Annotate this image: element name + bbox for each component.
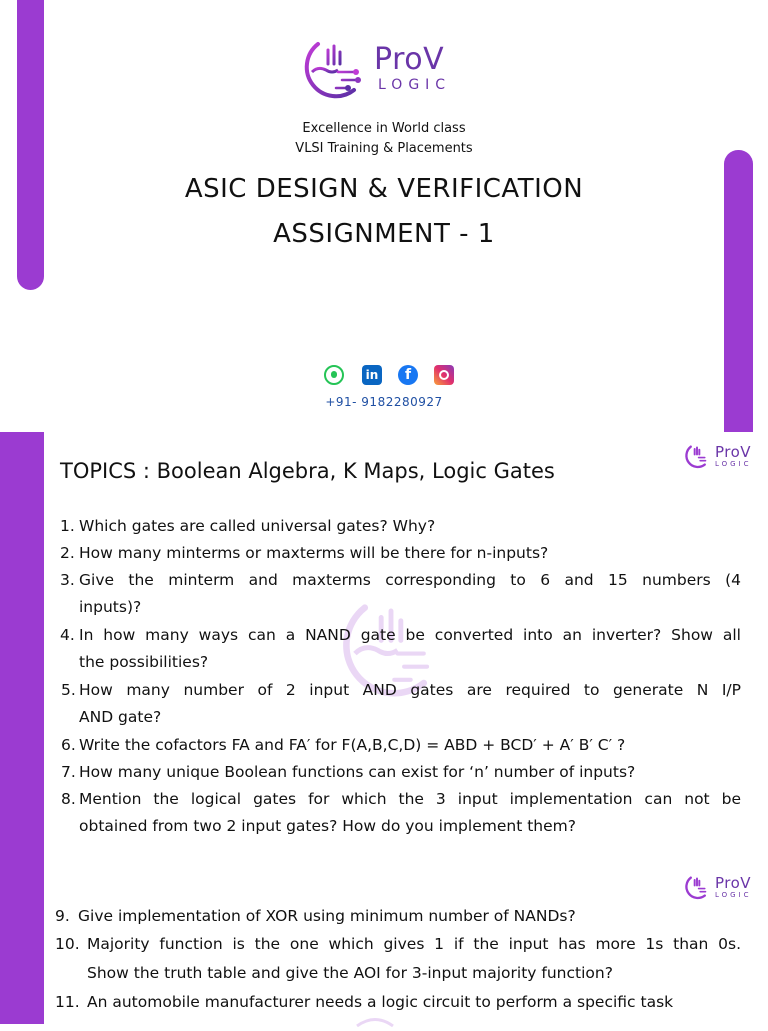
question-number: 6.	[61, 736, 76, 754]
brand-logo	[298, 32, 451, 104]
question-number: 3.	[60, 571, 75, 589]
question-text: inputs)?	[79, 598, 142, 616]
whatsapp-icon[interactable]	[324, 365, 344, 385]
question-text: Mention the logical gates for which the 3 input implementation can not be	[79, 790, 741, 808]
circuit-brain-icon	[683, 873, 711, 901]
question-number: 9.	[55, 907, 70, 925]
question-text: obtained from two 2 input gates? How do you implement them?	[79, 817, 576, 835]
question-text: Give the minterm and maxterms corresponding to 6 and 15 numbers (4	[79, 571, 741, 589]
circuit-brain-icon	[683, 442, 711, 470]
question-number: 1.	[60, 517, 75, 535]
phone-number: +91- 9182280927	[325, 395, 443, 409]
question-text: Give implementation of XOR using minimum number of NANDs?	[78, 907, 576, 925]
question-text: An automobile manufacturer needs a logic circuit to perform a specific task	[87, 993, 674, 1011]
question-number: 8.	[61, 790, 76, 808]
brand-name: ProV	[715, 873, 752, 892]
facebook-icon[interactable]: f	[398, 365, 418, 385]
question-text: AND gate?	[79, 708, 162, 726]
tagline-line-1: Excellence in World class	[302, 121, 466, 136]
question-text: the possibilities?	[79, 653, 209, 671]
header-logo	[683, 873, 752, 901]
instagram-icon[interactable]	[434, 365, 454, 385]
question-number: 2.	[60, 544, 75, 562]
question-text: How many number of 2 input AND gates are required to generate N I/P	[79, 681, 741, 699]
content-accent-bar	[0, 432, 44, 1024]
brand-subtitle: LOGIC	[715, 890, 752, 899]
circuit-brain-icon	[298, 32, 370, 104]
tagline-line-2: VLSI Training & Placements	[295, 141, 473, 156]
question-number: 4.	[60, 626, 75, 644]
question-number: 11.	[55, 993, 80, 1011]
brand-subtitle: LOGIC	[715, 459, 752, 468]
question-number: 5.	[61, 681, 76, 699]
brand-name: ProV	[715, 442, 752, 461]
question-text: How many minterms or maxterms will be there for n-inputs?	[79, 544, 549, 562]
header-logo	[683, 442, 752, 470]
brand-name: ProV	[374, 41, 445, 77]
question-text: In how many ways can a NAND gate be converted into an inverter? Show all	[79, 626, 741, 644]
cover-page	[0, 0, 768, 432]
question-text: Which gates are called universal gates? Why?	[79, 517, 436, 535]
question-text: How many unique Boolean functions can exist for ‘n’ number of inputs?	[79, 763, 636, 781]
question-text: Majority function is the one which gives 1 if the input has more 1s than 0s.	[87, 935, 741, 953]
document-title-line-2: ASSIGNMENT - 1	[273, 219, 495, 249]
document-title-line-1: ASIC DESIGN & VERIFICATION	[184, 174, 584, 204]
question-number: 7.	[61, 763, 76, 781]
question-number: 10.	[55, 935, 80, 953]
question-text: Write the cofactors FA and FA′ for F(A,B,C,D) = ABD + BCD′ + A′ B′ C′ ?	[79, 736, 626, 754]
topics-heading: TOPICS : Boolean Algebra, K Maps, Logic Gates	[60, 459, 555, 483]
question-text: Show the truth table and give the AOI for 3-input majority function?	[87, 964, 613, 982]
linkedin-icon[interactable]: in	[362, 365, 382, 385]
brand-subtitle: LOGIC	[378, 76, 452, 93]
